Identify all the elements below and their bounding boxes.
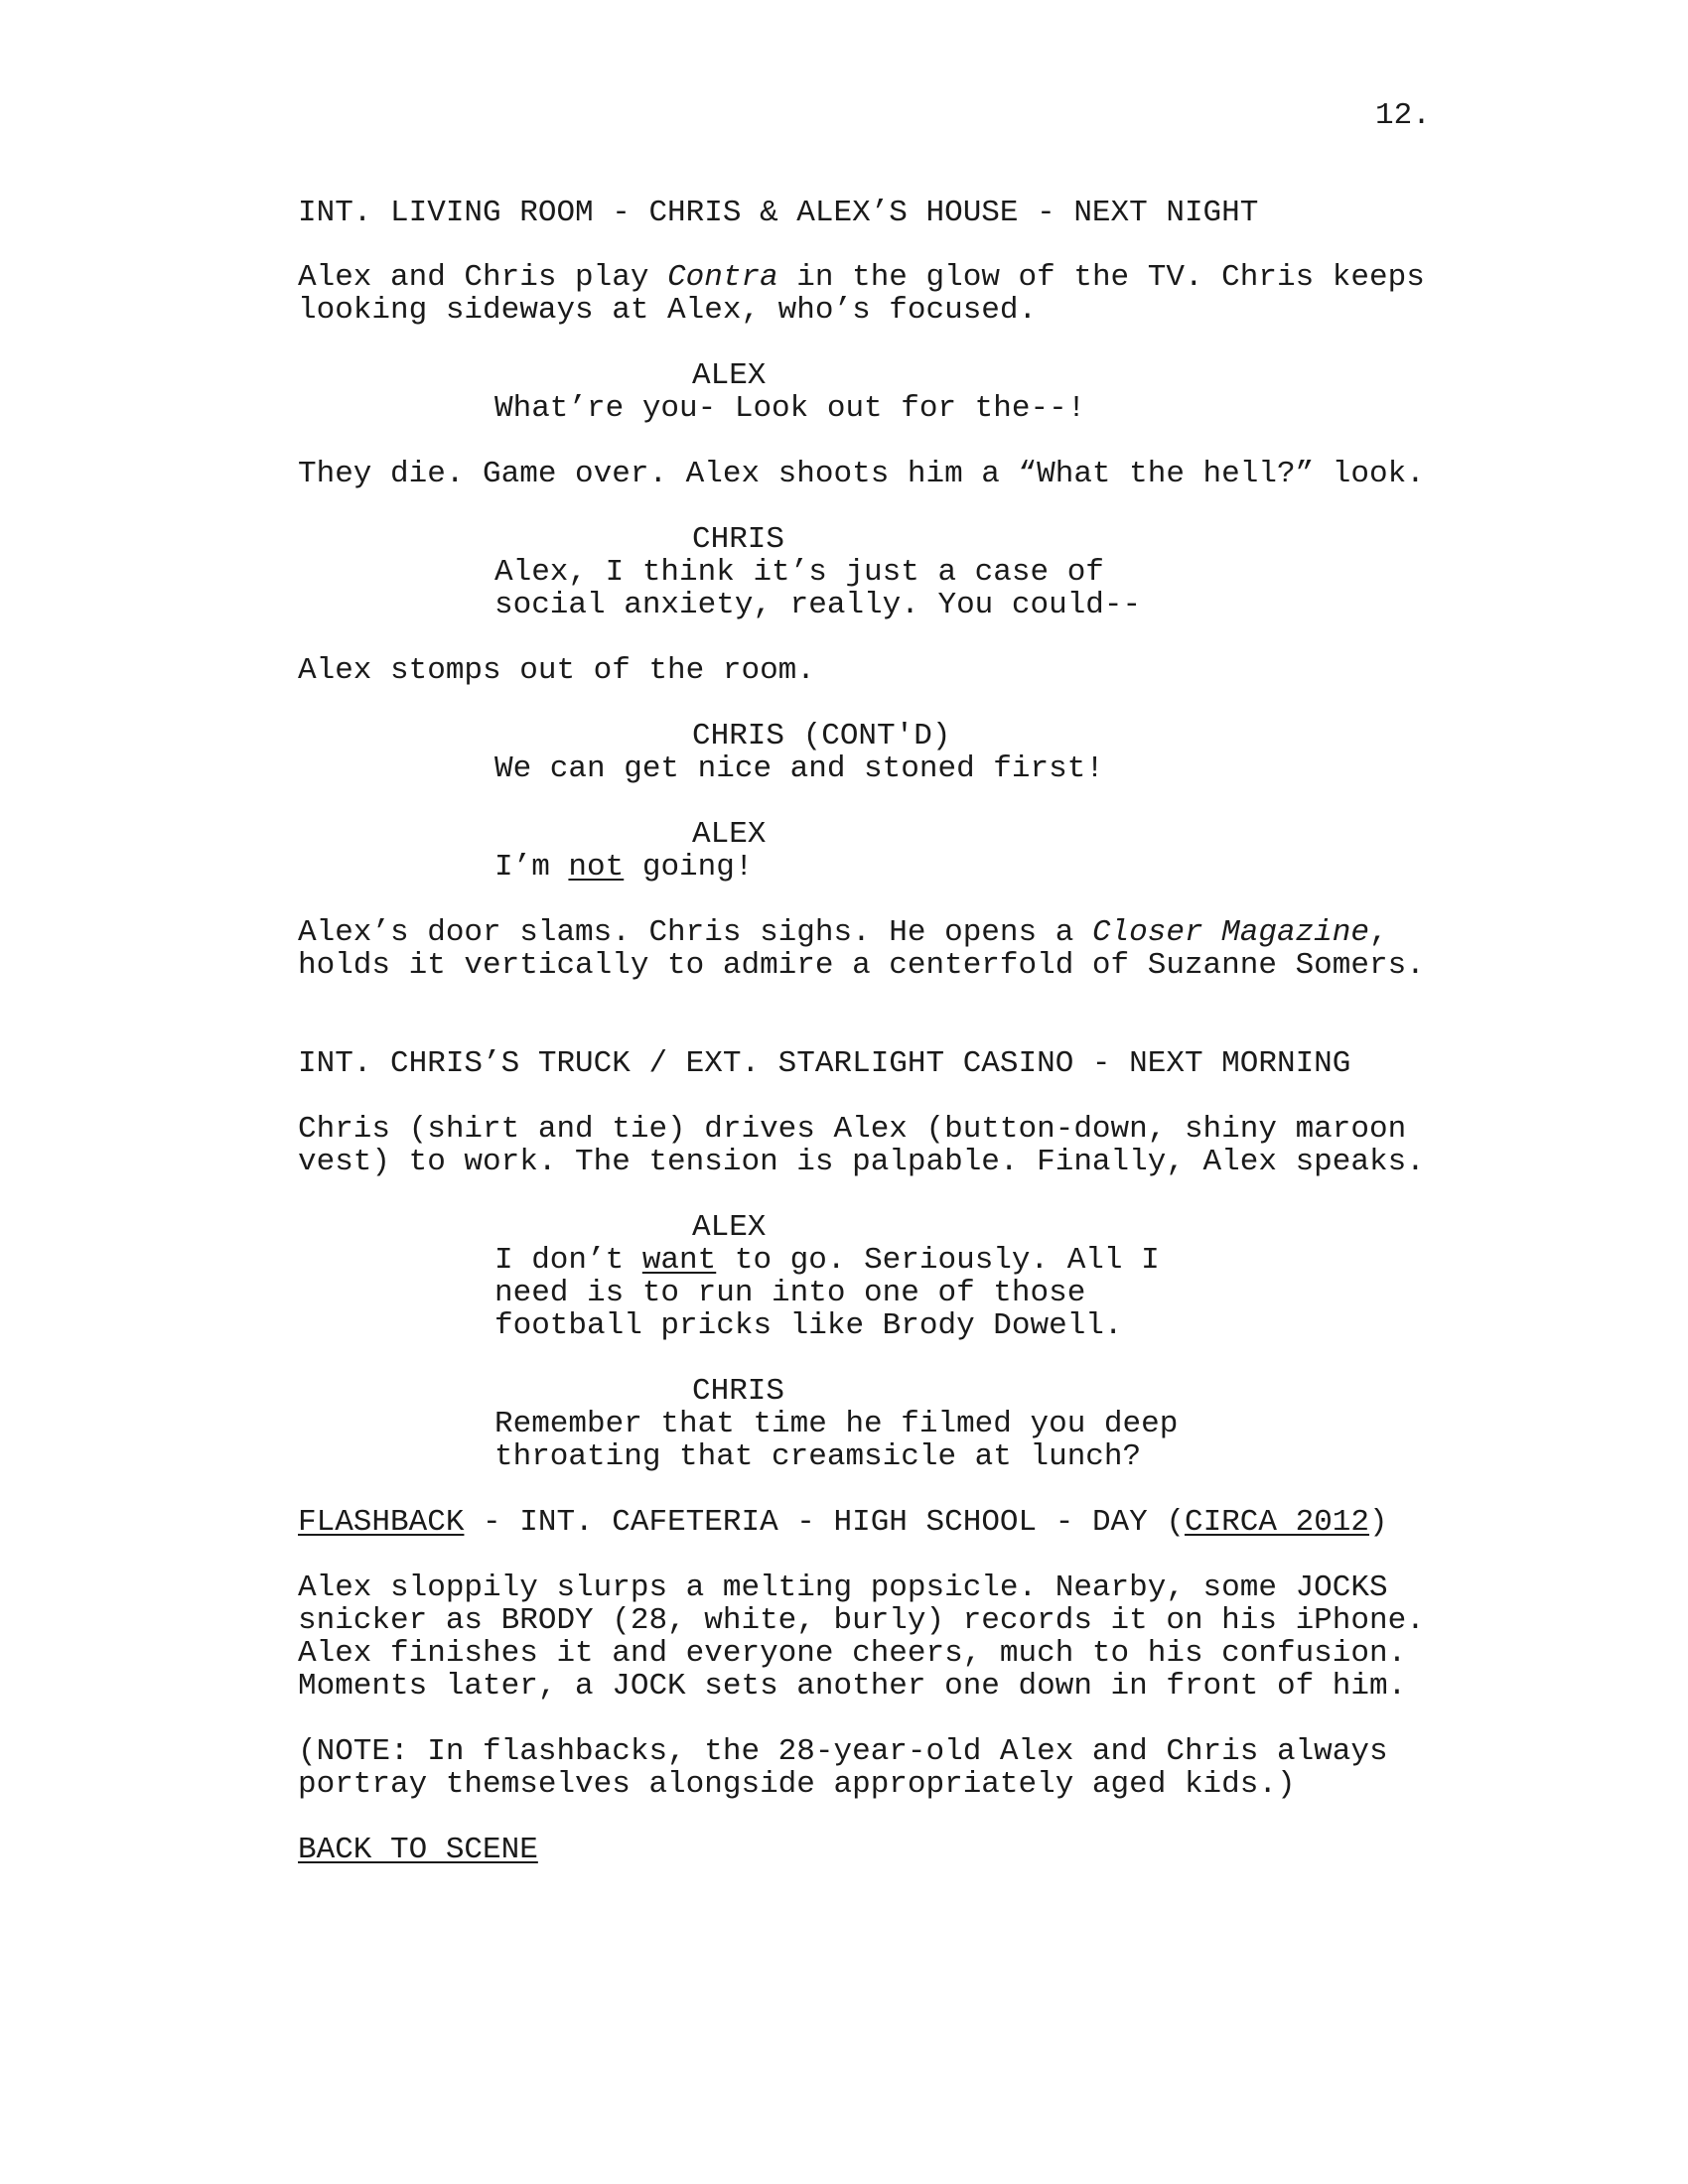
dialogue: I’m not going! bbox=[494, 850, 754, 885]
action-block: Alex’s door slams. Chris sighs. He opens a Closer Magazine, holds it vertically to admire a centerfold of Suzanne Somers. bbox=[298, 915, 1425, 983]
character-cue: ALEX bbox=[692, 358, 767, 393]
scene-heading: INT. CHRIS’S TRUCK / EXT. STARLIGHT CASINO - NEXT MORNING bbox=[298, 1046, 1351, 1081]
page-number: 12. bbox=[1375, 98, 1431, 133]
character-cue: CHRIS bbox=[692, 522, 785, 557]
dialogue: What’re you- Look out for the--! bbox=[494, 391, 1086, 426]
character-cue: ALEX bbox=[692, 817, 767, 852]
action-block: Alex sloppily slurps a melting popsicle. Nearby, some JOCKS snicker as BRODY (28, white, burly) records it on his iPhone. Alex finishes it and everyone cheers, much to his confusion. Moments later, a JOCK sets another one down in front of him. bbox=[298, 1570, 1425, 1704]
dialogue: We can get nice and stoned first! bbox=[494, 751, 1104, 786]
action-block: (NOTE: In flashbacks, the 28-year-old Alex and Chris always portray themselves alongside appropriately aged kids.) bbox=[298, 1734, 1388, 1802]
transition: BACK TO SCENE bbox=[298, 1833, 538, 1867]
action-block: Alex stomps out of the room. bbox=[298, 653, 815, 688]
dialogue: I don’t want to go. Seriously. All I need is to run into one of those football pricks like Brody Dowell. bbox=[494, 1243, 1160, 1343]
action-block: They die. Game over. Alex shoots him a “What the hell?” look. bbox=[298, 457, 1425, 491]
character-cue: CHRIS bbox=[692, 1374, 785, 1409]
dialogue: Alex, I think it’s just a case of social anxiety, really. You could-- bbox=[494, 555, 1142, 622]
dialogue: Remember that time he filmed you deep throating that creamsicle at lunch? bbox=[494, 1407, 1179, 1474]
character-cue: CHRIS (CONT'D) bbox=[692, 719, 951, 753]
scene-heading: INT. LIVING ROOM - CHRIS & ALEX’S HOUSE - NEXT NIGHT bbox=[298, 196, 1259, 230]
action-block: Alex and Chris play Contra in the glow of the TV. Chris keeps looking sideways at Alex, who’s focused. bbox=[298, 260, 1425, 328]
scene-heading: FLASHBACK - INT. CAFETERIA - HIGH SCHOOL - DAY (CIRCA 2012) bbox=[298, 1505, 1388, 1540]
character-cue: ALEX bbox=[692, 1210, 767, 1245]
action-block: Chris (shirt and tie) drives Alex (button-down, shiny maroon vest) to work. The tension is palpable. Finally, Alex speaks. bbox=[298, 1112, 1425, 1179]
